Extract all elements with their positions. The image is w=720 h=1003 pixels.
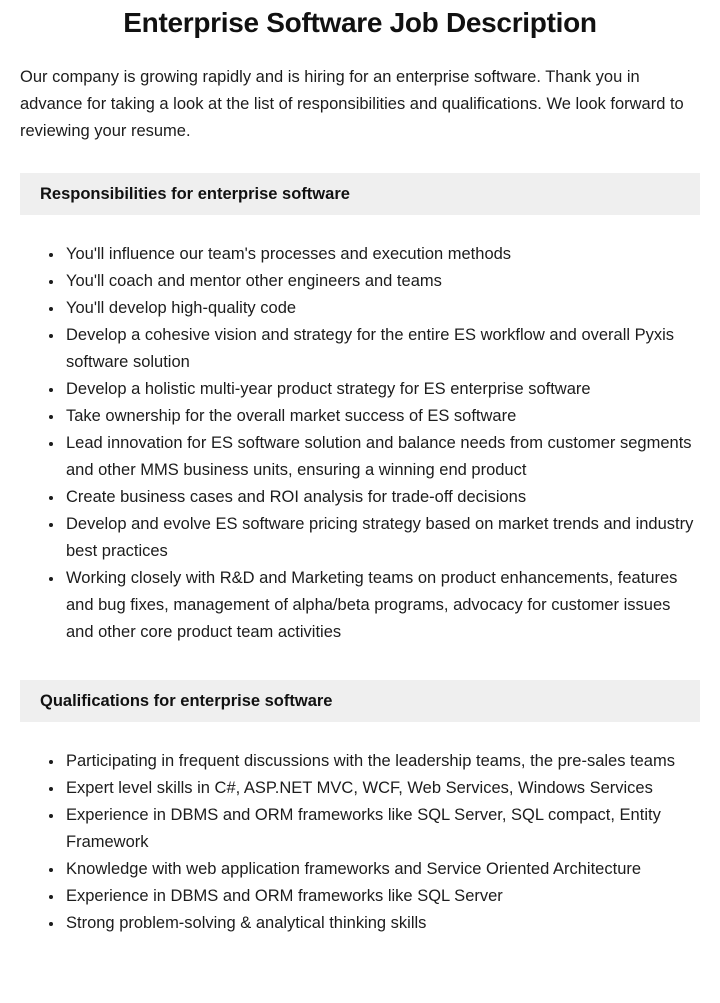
- list-item: • Develop a holistic multi-year product strategy for ES enterprise software: [64, 376, 700, 403]
- list-item: • Take ownership for the overall market success of ES software: [64, 403, 700, 430]
- list-item: • Create business cases and ROI analysis for trade-off decisions: [64, 484, 700, 511]
- list-item: • Experience in DBMS and ORM frameworks like SQL Server, SQL compact, Entity Framework: [64, 802, 700, 856]
- list-item: • You'll coach and mentor other engineers and teams: [64, 268, 700, 295]
- list-item: • Working closely with R&D and Marketing teams on product enhancements, features and bug fixes, management of alpha/beta programs, advocacy for customer issues and other core product team activities: [64, 565, 700, 646]
- qualifications-list: [20, 748, 700, 937]
- responsibilities-list: [20, 241, 700, 646]
- list-item: • Develop a cohesive vision and strategy for the entire ES workflow and overall Pyxis software solution: [64, 322, 700, 376]
- list-item: • Lead innovation for ES software solution and balance needs from customer segments and other MMS business units, ensuring a winning end product: [64, 430, 700, 484]
- list-item: • Strong problem-solving & analytical thinking skills: [64, 910, 700, 937]
- responsibilities-heading: Responsibilities for enterprise software: [20, 173, 700, 215]
- list-item: • Develop and evolve ES software pricing strategy based on market trends and industry best practices: [64, 511, 700, 565]
- list-item: • Experience in DBMS and ORM frameworks like SQL Server: [64, 883, 700, 910]
- list-item: • Expert level skills in C#, ASP.NET MVC, WCF, Web Services, Windows Services: [64, 775, 700, 802]
- responsibilities-section: [20, 173, 700, 646]
- intro-paragraph: Our company is growing rapidly and is hiring for an enterprise software. Thank you in advance for taking a look at the list of responsibilities and qualifications. We look forward to reviewing your resume.: [20, 68, 684, 140]
- qualifications-section: [20, 680, 700, 937]
- list-item: • Knowledge with web application frameworks and Service Oriented Architecture: [64, 856, 700, 883]
- list-item: • Participating in frequent discussions with the leadership teams, the pre-sales teams: [64, 748, 700, 775]
- list-item: • You'll influence our team's processes and execution methods: [64, 241, 700, 268]
- page-title: Enterprise Software Job Description: [123, 7, 597, 38]
- qualifications-heading: Qualifications for enterprise software: [20, 680, 700, 722]
- list-item: • You'll develop high-quality code: [64, 295, 700, 322]
